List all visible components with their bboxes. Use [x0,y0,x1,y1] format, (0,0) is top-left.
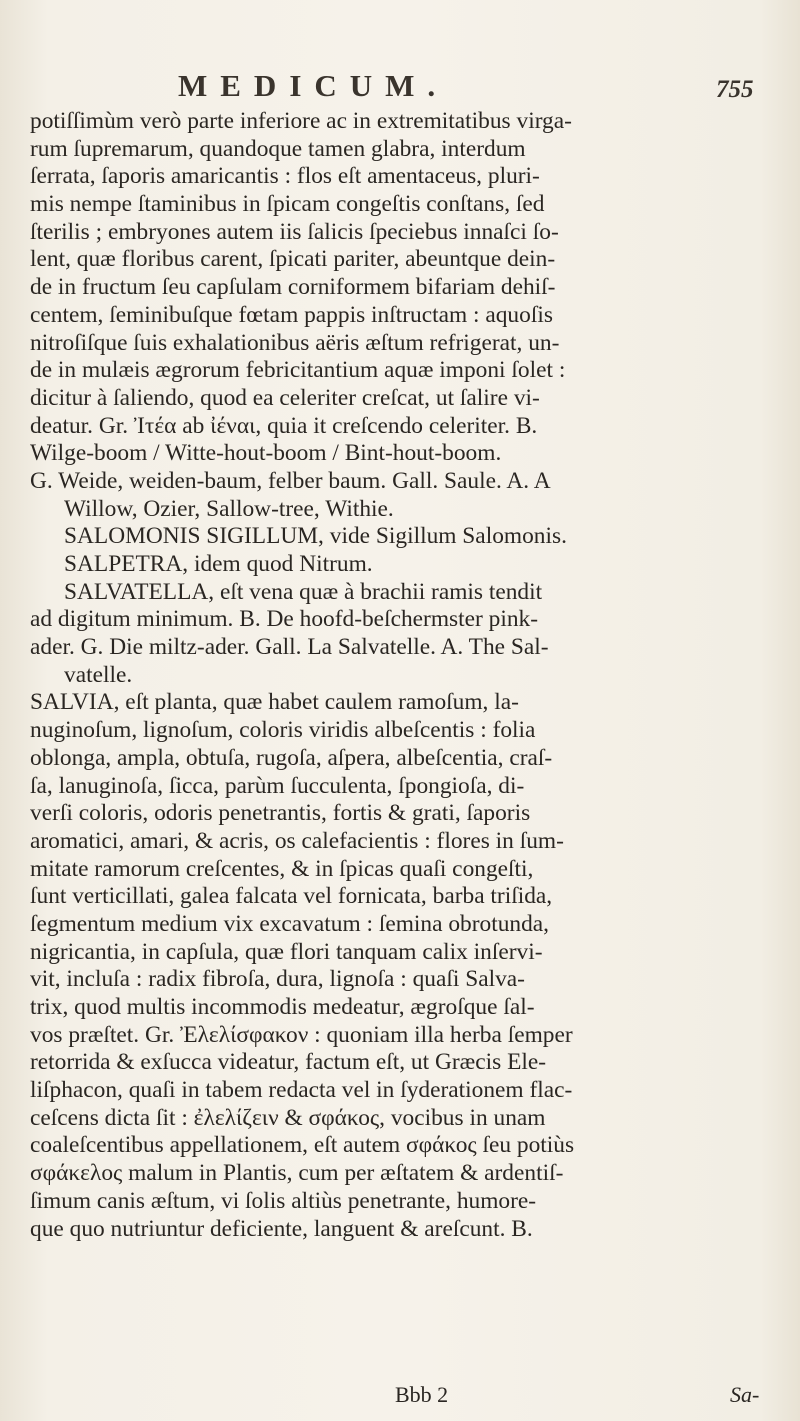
page-number: 755 [716,76,754,103]
text-line: G. Weide, weiden-baum, felber baum. Gall. Saule. A. A [30,467,551,494]
text-line: liſphacon, quaſi in tabem redacta vel in ſyderationem flac- [30,1077,573,1104]
text-line: rum ſupremarum, quandoque tamen glabra, interdum [30,135,526,162]
text-line: de in mulæis ægrorum febricitantium aquæ imponi ſolet : [30,357,566,384]
text-line: ad digitum minimum. B. De hoofd-beſchermster pink- [30,606,539,633]
text-line: de in fructum ſeu capſulam corniformem bifariam dehiſ- [30,274,556,301]
text-line: ceſcens dicta ſit : ἐλελίζειν & σφάκος, vocibus in unam [30,1104,546,1131]
text-line: ſegmentum medium vix excavatum : ſemina obrotunda, [30,910,550,937]
text-line: potiſſimùm verò parte inferiore ac in extremitatibus virga- [30,108,572,134]
text-line: deatur. Gr. Ἰτέα ab ἰέναι, quia it creſcendo celeriter. B. [30,412,538,439]
text-line: lent, quæ floribus carent, ſpicati pariter, abeuntque dein- [30,246,556,273]
text-line: vit, incluſa : radix fibroſa, dura, lignoſa : quaſi Salva- [30,966,525,993]
text-line: verſi coloris, odoris penetrantis, fortis & grati, ſaporis [30,800,531,827]
catchword: Sa- [730,1382,760,1407]
text-line: nuginoſum, lignoſum, coloris viridis albeſcentis : folia [30,717,536,744]
text-line: nitroſiſque ſuis exhalationibus aëris æſtum refrigerat, un- [30,329,560,356]
text-line: Wilge-boom / Witte-hout-boom / Bint-hout-boom. [30,440,502,467]
text-line: mitate ramorum creſcentes, & in ſpicas quaſi congeſti, [30,855,534,882]
text-line: nigricantia, in capſula, quæ flori tanquam calix inſervi- [30,938,543,965]
text-line: centem, ſeminibuſque fœtam pappis inſtructam : aquoſis [30,301,553,328]
text-line: Willow, Ozier, Sallow-tree, Withie. [64,495,394,522]
text-line: SALVATELLA, eſt vena quæ à brachii ramis tendit [64,578,543,605]
text-line: coaleſcentibus appellationem, eſt autem σφάκος ſeu potiùs [30,1132,575,1159]
text-line: ſimum canis æſtum, vi ſolis altiùs penetrante, humore- [30,1187,537,1214]
text-line: mis nempe ſtaminibus in ſpicam congeſtis conſtans, ſed [30,191,545,218]
text-line: SALOMONIS SIGILLUM, vide Sigillum Salomonis. [64,523,567,550]
text-line: aromatici, amari, & acris, os calefacientis : flores in ſum- [30,827,564,854]
text-line: dicitur à ſaliendo, quod ea celeriter creſcat, ut ſalire vi- [30,384,540,411]
text-line: ſterilis ; embryones autem iis ſalicis ſpeciebus innaſci ſo- [30,218,559,245]
text-line: ſunt verticillati, galea falcata vel fornicata, barba triſida, [30,883,553,910]
text-line: vatelle. [64,661,133,688]
text-line: σφάκελος malum in Plantis, cum per æſtatem & ardentiſ- [30,1160,564,1187]
text-line: oblonga, ampla, obtuſa, rugoſa, aſpera, albeſcentia, craſ- [30,744,553,771]
text-line: ſerrata, ſaporis amaricantis : flos eſt amentaceus, pluri- [30,163,540,190]
text-line: que quo nutriuntur deficiente, languent & areſcunt. B. [30,1215,533,1242]
text-line: ader. G. Die miltz-ader. Gall. La Salvatelle. A. The Sal- [30,634,549,661]
text-line: trix, quod multis incommodis medeatur, ægroſque ſal- [30,994,535,1020]
text-line: SALPETRA, idem quod Nitrum. [64,551,373,577]
page-footer [0,1382,800,1412]
text-line: SALVIA, eſt planta, quæ habet caulem ramoſum, la- [30,689,519,716]
text-line: ſa, lanuginoſa, ſicca, parùm ſucculenta, ſpongioſa, di- [30,772,525,799]
running-head: MEDICUM. [178,68,449,103]
text-body [30,108,774,1243]
text-line: retorrida & exſucca videatur, factum eſt, ut Græcis Ele- [30,1049,547,1076]
text-line: vos præſtet. Gr. Ἐλελίσφακον : quoniam illa herba ſemper [30,1021,573,1048]
signature-mark: Bbb 2 [395,1382,449,1407]
